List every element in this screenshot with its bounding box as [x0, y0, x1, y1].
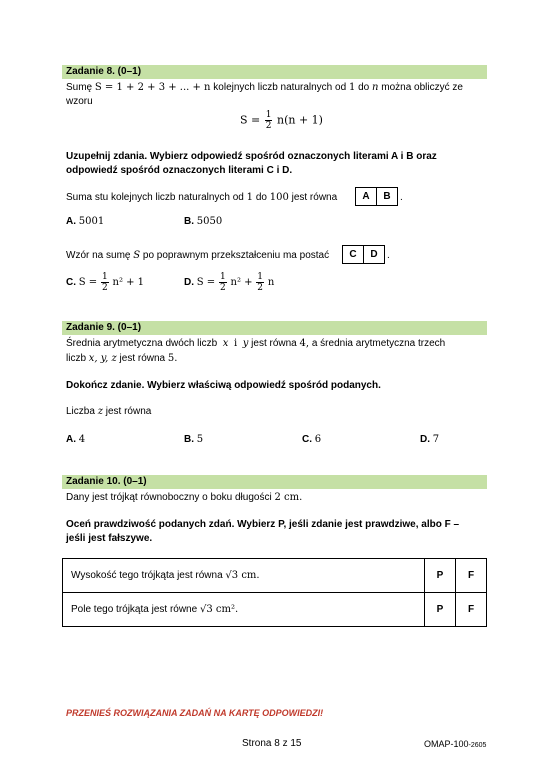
text: liczb [66, 353, 87, 364]
option-d[interactable] [184, 272, 274, 293]
number: 100 [269, 192, 289, 203]
sum-formula: S = 1 + 2 + 3 + ... + n [94, 82, 211, 93]
task10-header: Zadanie 10. (0–1) [62, 475, 487, 489]
variable: n [372, 82, 379, 93]
task10-instruction-2: jeśli jest fałszywe. [66, 533, 153, 544]
choice-p[interactable]: P [425, 593, 456, 627]
formula-mid: n² + [230, 277, 253, 289]
choice-f[interactable]: F [456, 559, 487, 593]
text: jest równa [119, 353, 166, 364]
text: Suma stu kolejnych liczb naturalnych od [66, 192, 244, 203]
task8-sentence2 [66, 250, 329, 261]
choice-f[interactable]: F [456, 593, 487, 627]
table-row [63, 559, 487, 593]
option-a[interactable] [66, 216, 104, 227]
option-c[interactable] [66, 272, 144, 293]
task9-option-a[interactable] [66, 434, 85, 445]
fraction [265, 110, 273, 131]
task9-option-b[interactable] [184, 434, 203, 445]
formula-right: n² + 1 [112, 277, 145, 289]
option-b[interactable] [184, 216, 222, 227]
option-label: B. [184, 216, 194, 227]
fraction [256, 272, 264, 293]
denominator: 2 [265, 121, 272, 131]
variable: z [97, 406, 103, 417]
answer-box-ab[interactable] [355, 187, 398, 206]
task9-header: Zadanie 9. (0–1) [62, 321, 487, 335]
box-cell-c[interactable]: C [343, 246, 364, 263]
value: 2 cm. [274, 492, 303, 503]
denominator: 2 [101, 283, 108, 293]
text: jest równa [251, 338, 297, 349]
text: jest równa [105, 406, 152, 417]
option-value: 5001 [78, 216, 105, 227]
task8-instruction-1: Uzupełnij zdania. Wybierz odpowiedź spośród oznaczonych literami A i B oraz [66, 151, 437, 162]
box-cell-d[interactable]: D [370, 249, 378, 260]
fraction [101, 272, 109, 293]
option-value: 7 [432, 434, 440, 445]
statement-cell [63, 559, 425, 593]
numerator: 1 [265, 110, 272, 120]
option-label: D. [184, 277, 194, 289]
period: . [387, 250, 390, 261]
number: 1 [246, 192, 254, 203]
true-false-table [62, 558, 487, 627]
numerator: 1 [257, 272, 264, 282]
statement-cell [63, 593, 425, 627]
exam-code-suffix: -2605 [468, 742, 487, 749]
option-label: A. [66, 216, 76, 227]
text: kolejnych liczb naturalnych od [213, 82, 347, 93]
numerator: 1 [101, 272, 108, 282]
text: Liczba [66, 406, 95, 417]
formula-left: S = [78, 277, 98, 289]
task9-option-c[interactable] [302, 434, 321, 445]
option-label: C. [302, 434, 312, 445]
task10-intro [66, 492, 302, 503]
formula-right: n(n + 1) [276, 113, 323, 127]
option-label: B. [184, 434, 194, 445]
task9-line1 [66, 338, 445, 349]
text: do [358, 82, 370, 93]
table-row [63, 593, 487, 627]
statement-math: √3 cm². [199, 604, 239, 615]
transfer-notice: PRZENIEŚ ROZWIĄZANIA ZADAŃ NA KARTĘ ODPOWIEDZI! [66, 708, 324, 718]
text: Sumę [66, 82, 93, 93]
task8-sentence1 [66, 192, 337, 203]
task8-main-formula [240, 110, 323, 131]
numerator: 1 [219, 272, 226, 282]
task10-instruction-1: Oceń prawdziwość podanych zdań. Wybierz P, jeśli zdanie jest prawdziwe, albo F – [66, 519, 460, 530]
denominator: 2 [219, 283, 226, 293]
number: 1 [348, 82, 356, 93]
box-cell-a[interactable]: A [356, 188, 377, 205]
text: po poprawnym przekształceniu ma postać [142, 250, 330, 261]
text: jest równa [291, 192, 338, 203]
formula-right: n [267, 277, 275, 289]
statement-text: Wysokość tego trójkąta jest równa [71, 570, 223, 581]
text: a średnia arytmetyczna trzech [311, 338, 446, 349]
task9-instruction: Dokończ zdanie. Wybierz właściwą odpowiedź spośród podanych. [66, 380, 381, 391]
task8-instruction-2: odpowiedź spośród oznaczonych literami C i D. [66, 165, 293, 176]
option-value: 5 [196, 434, 204, 445]
option-value: 5050 [196, 216, 223, 227]
text: Średnia arytmetyczna dwóch liczb [66, 338, 218, 349]
text: Dany jest trójkąt równoboczny o boku długości [66, 492, 272, 503]
fraction [219, 272, 227, 293]
conjunction: i [233, 338, 238, 349]
choice-p[interactable]: P [425, 559, 456, 593]
exam-code-main: OMAP-100 [424, 739, 469, 749]
text: można obliczyć ze [381, 82, 463, 93]
variable: x [222, 338, 229, 349]
statement-math: √3 cm. [225, 570, 260, 581]
task9-stem [66, 406, 151, 417]
page-number: Strona 8 z 15 [242, 738, 302, 749]
box-cell-b[interactable]: B [383, 191, 391, 202]
variable: y [242, 338, 249, 349]
variables: x, y, z [88, 353, 117, 364]
text: Wzór na sumę [66, 250, 131, 261]
option-label: A. [66, 434, 76, 445]
period: . [400, 192, 403, 203]
task9-line2 [66, 353, 177, 364]
value: 4, [299, 338, 310, 349]
denominator: 2 [257, 283, 264, 293]
formula-left: S = [196, 277, 216, 289]
task8-intro [66, 82, 463, 93]
text: do [255, 192, 267, 203]
variable: S [133, 250, 141, 261]
value: 5. [167, 353, 178, 364]
option-label: D. [420, 434, 430, 445]
exam-code [424, 739, 486, 749]
answer-box-cd[interactable] [342, 245, 385, 264]
task8-header: Zadanie 8. (0–1) [62, 65, 487, 79]
task8-intro-line2: wzoru [66, 96, 93, 107]
task9-option-d[interactable] [420, 434, 439, 445]
statement-text: Pole tego trójkąta jest równe [71, 604, 198, 615]
option-label: C. [66, 277, 76, 289]
option-value: 6 [314, 434, 322, 445]
formula-left: S = [240, 113, 261, 127]
option-value: 4 [78, 434, 86, 445]
